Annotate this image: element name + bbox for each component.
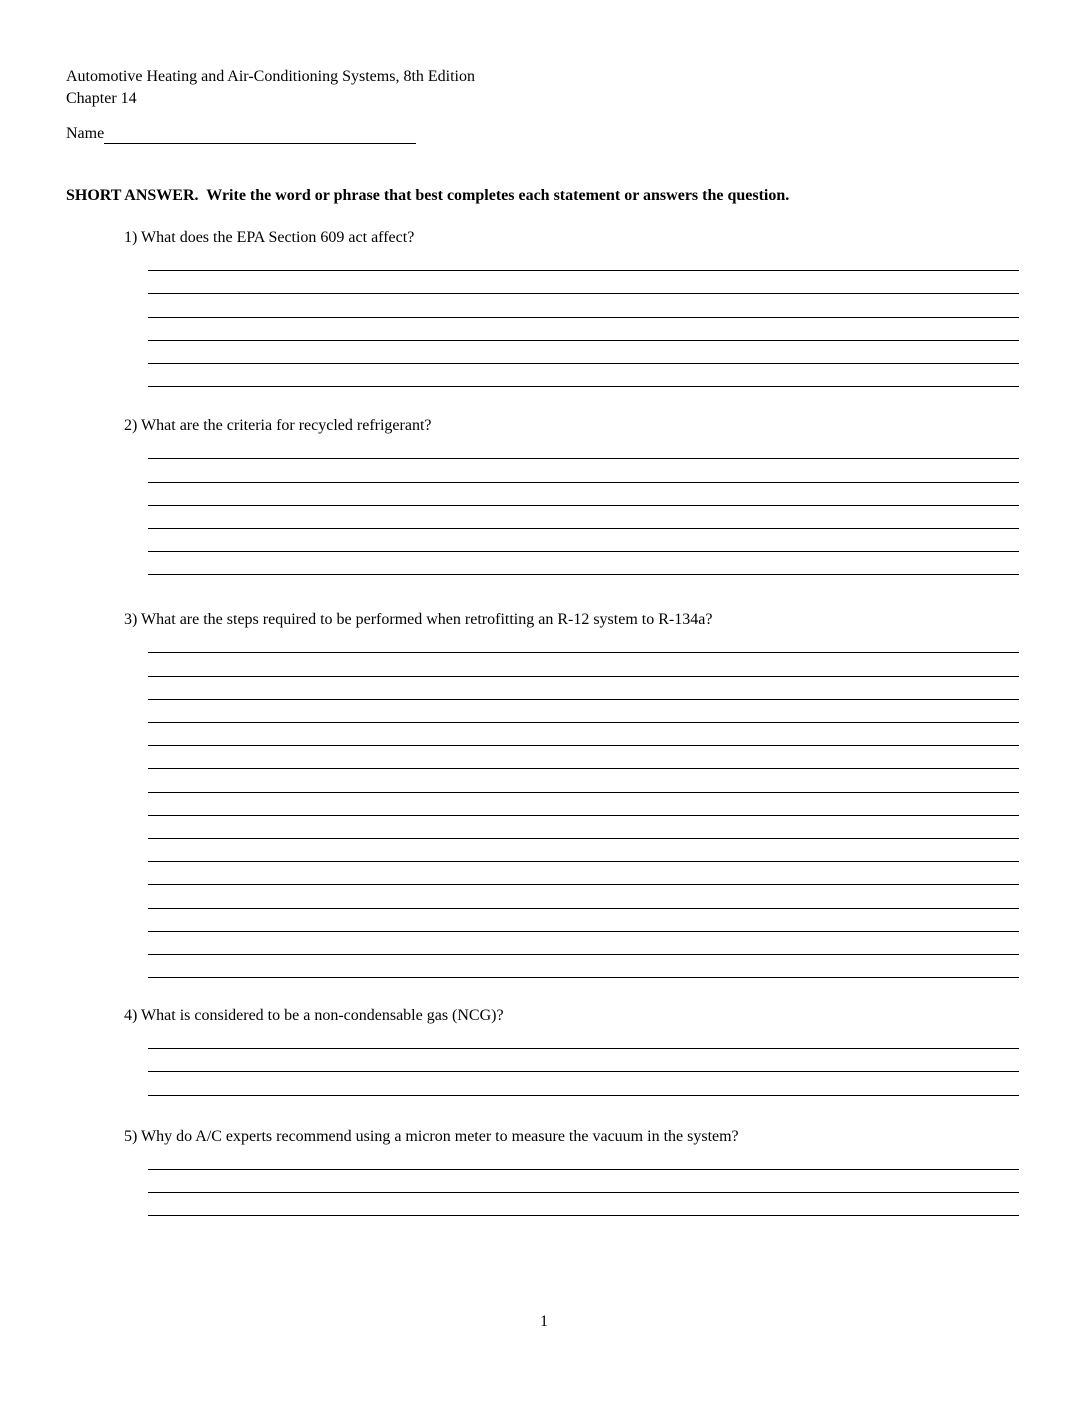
section-heading: SHORT ANSWER. Write the word or phrase that best completes each statement or answers the question. — [66, 187, 790, 204]
answer-line — [148, 459, 1019, 482]
answer-line — [148, 271, 1019, 294]
answer-line — [148, 653, 1019, 676]
answer-line — [148, 769, 1019, 792]
answer-line — [148, 839, 1019, 862]
answer-line — [148, 723, 1019, 746]
question-block-5 — [0, 1127, 1088, 1217]
answer-line — [148, 909, 1019, 932]
answer-line — [148, 746, 1019, 769]
answer-lines-4 — [148, 1026, 1019, 1096]
question-block-1 — [0, 228, 1088, 387]
answer-line — [148, 793, 1019, 816]
answer-line — [148, 1170, 1019, 1193]
answer-line — [148, 506, 1019, 529]
answer-line — [148, 1193, 1019, 1216]
answer-line — [148, 862, 1019, 885]
question-text-2: 2) What are the criteria for recycled refrigerant? — [124, 417, 432, 435]
answer-line — [148, 1147, 1019, 1170]
answer-line — [148, 700, 1019, 723]
question-block-4 — [0, 1006, 1088, 1096]
answer-line — [148, 294, 1019, 317]
question-block-2 — [0, 416, 1088, 575]
name-label: Name — [66, 125, 105, 142]
answer-line — [148, 885, 1019, 908]
answer-line — [148, 1049, 1019, 1072]
name-blank-line — [104, 126, 416, 144]
answer-line — [148, 529, 1019, 552]
answer-line — [148, 630, 1019, 653]
answer-lines-1 — [148, 248, 1019, 387]
answer-line — [148, 1072, 1019, 1095]
document-title: Automotive Heating and Air-Conditioning Systems, 8th Edition — [66, 68, 475, 85]
answer-lines-3 — [148, 630, 1019, 978]
answer-line — [148, 483, 1019, 506]
page-number: 1 — [540, 1313, 548, 1331]
questions — [0, 228, 1088, 1216]
answer-line — [148, 677, 1019, 700]
answer-line — [148, 341, 1019, 364]
question-text-3: 3) What are the steps required to be performed when retrofitting an R-12 system to R-134a? — [124, 611, 713, 629]
question-text-1: 1) What does the EPA Section 609 act affect? — [124, 229, 415, 246]
answer-line — [148, 436, 1019, 459]
question-text-4: 4) What is considered to be a non-condensable gas (NCG)? — [124, 1007, 504, 1025]
answer-line — [148, 1026, 1019, 1049]
question-text-5: 5) Why do A/C experts recommend using a micron meter to measure the vacuum in the system? — [124, 1127, 739, 1145]
name-field-row — [66, 124, 1088, 144]
answer-line — [148, 955, 1019, 978]
answer-line — [148, 552, 1019, 575]
document-header — [66, 0, 1088, 110]
question-block-3 — [0, 610, 1088, 978]
answer-line — [148, 318, 1019, 341]
answer-lines-2 — [148, 436, 1019, 575]
answer-line — [148, 816, 1019, 839]
answer-line — [148, 248, 1019, 271]
chapter-label: Chapter 14 — [66, 90, 137, 107]
answer-line — [148, 364, 1019, 387]
answer-lines-5 — [148, 1147, 1019, 1217]
answer-line — [148, 932, 1019, 955]
